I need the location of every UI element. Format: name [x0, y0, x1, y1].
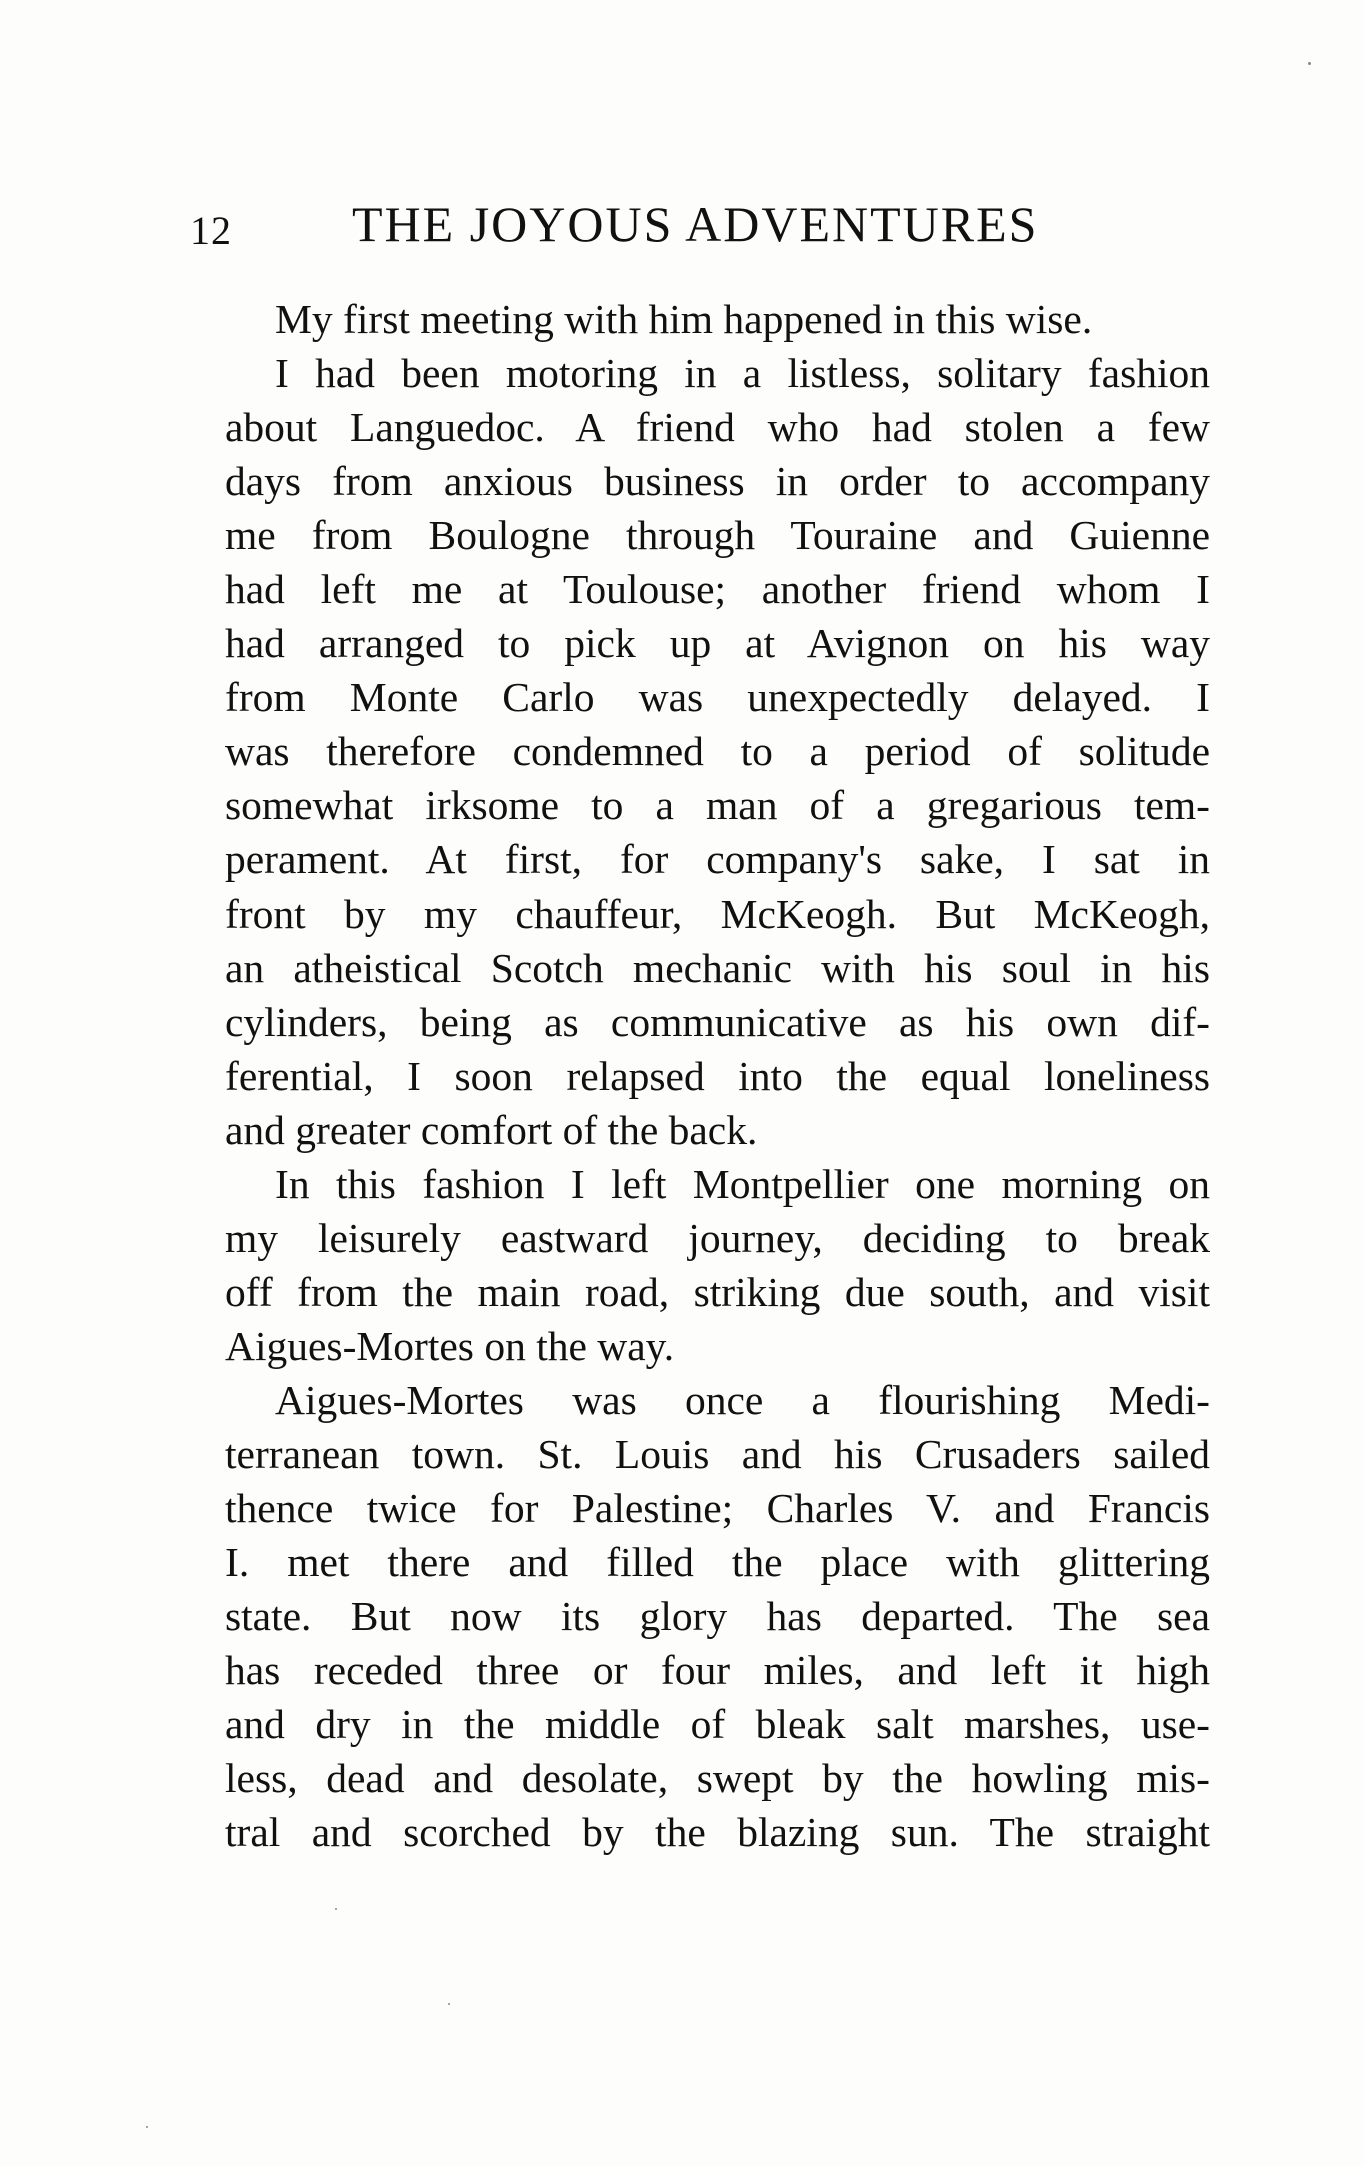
scan-speck: [146, 2126, 148, 2128]
text-line: state. But now its glory has departed. The sea: [225, 1593, 1210, 1640]
paragraph: [225, 346, 1210, 1157]
text-line: and dry in the middle of bleak salt marshes, use-: [225, 1701, 1210, 1748]
text-line: me from Boulogne through Touraine and Guienne: [225, 512, 1210, 559]
text-line: somewhat irksome to a man of a gregarious tem-: [225, 782, 1210, 829]
scan-speck: [1308, 62, 1311, 65]
text-line: tral and scorched by the blazing sun. The straight: [225, 1809, 1210, 1856]
text-line: my leisurely eastward journey, deciding to break: [225, 1214, 1210, 1261]
text-line: and greater comfort of the back.: [225, 1106, 758, 1153]
text-line: had arranged to pick up at Avignon on his way: [225, 620, 1210, 667]
paragraph: [225, 292, 1210, 346]
text-line: cylinders, being as communicative as his own dif-: [225, 998, 1210, 1045]
text-line: had left me at Toulouse; another friend whom I: [225, 566, 1210, 613]
text-line: an atheistical Scotch mechanic with his soul in his: [225, 944, 1210, 991]
text-line: has receded three or four miles, and left it high: [225, 1647, 1210, 1694]
text-line: front by my chauffeur, McKeogh. But McKeogh,: [225, 890, 1210, 937]
text-line: ferential, I soon relapsed into the equal loneliness: [225, 1052, 1210, 1099]
text-line: less, dead and desolate, swept by the howling mis-: [225, 1755, 1210, 1802]
text-line: perament. At first, for company's sake, I sat in: [225, 836, 1210, 883]
text-line: from Monte Carlo was unexpectedly delayed. I: [225, 674, 1210, 721]
text-line: I. met there and filled the place with glittering: [225, 1539, 1210, 1586]
text-line: Aigues-Mortes was once a flourishing Medi-: [275, 1376, 1210, 1423]
page-number: 12: [190, 208, 232, 253]
body-text: [225, 292, 1210, 1859]
paragraph: [225, 1373, 1210, 1859]
text-line: My first meeting with him happened in this wise.: [275, 296, 1093, 342]
scan-speck: [448, 2003, 450, 2005]
text-line: In this fashion I left Montpellier one morning on: [275, 1160, 1210, 1207]
text-line: Aigues-Mortes on the way.: [225, 1322, 675, 1369]
text-line: about Languedoc. A friend who had stolen a few: [225, 404, 1210, 451]
running-title: THE JOYOUS ADVENTURES: [352, 196, 1039, 252]
text-line: thence twice for Palestine; Charles V. and Francis: [225, 1485, 1210, 1532]
text-line: days from anxious business in order to accompany: [225, 458, 1210, 505]
text-line: was therefore condemned to a period of solitude: [225, 728, 1210, 775]
text-line: I had been motoring in a listless, solitary fashion: [275, 350, 1210, 397]
paragraph: [225, 1157, 1210, 1373]
text-line: terranean town. St. Louis and his Crusaders sailed: [225, 1430, 1210, 1477]
running-head: [190, 195, 1220, 265]
text-line: off from the main road, striking due south, and visit: [225, 1268, 1210, 1315]
scan-speck: [335, 1908, 337, 1910]
